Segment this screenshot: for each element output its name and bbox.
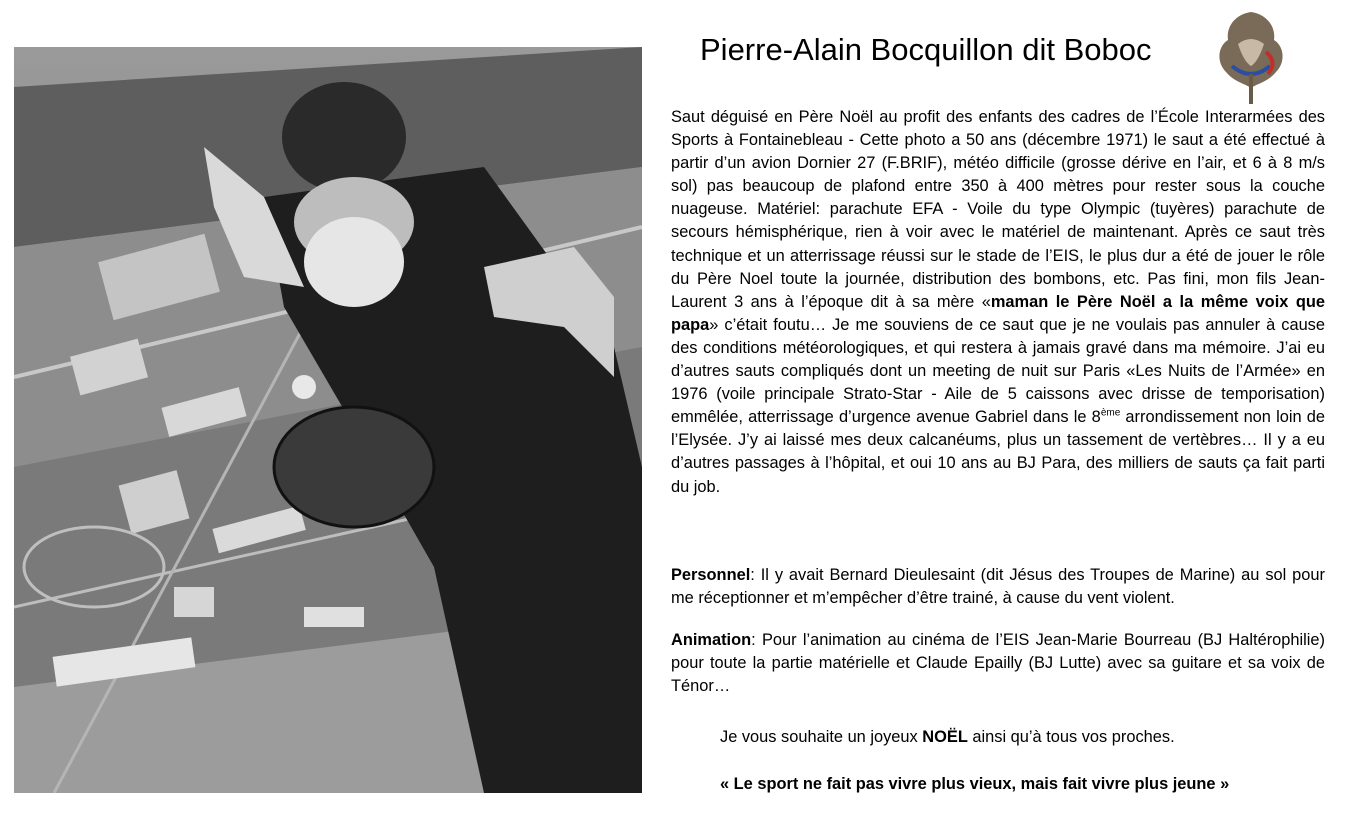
paragraph-part-3: arrondissement non loin de l’Elysée. J’y ai laissé mes deux calcanéums, plus un tassement de vertèbres… Il y a eu d’autres passages à l’hôpital, et oui 10 ans au BJ Para, des milliers de sauts ça fait parti du job. [671, 408, 1325, 496]
animation-text: : Pour l’animation au cinéma de l’EIS Jean-Marie Bourreau (BJ Haltérophilie) pour toute la partie matérielle et Claude Epailly (BJ Lutte) avec sa guitare et sa voix de Ténor… [671, 631, 1325, 696]
closing-after: ainsi qu’à tous vos proches. [967, 728, 1175, 746]
superscript: ème [1100, 407, 1121, 419]
animation-label: Animation [671, 631, 752, 649]
crest-icon [1208, 4, 1294, 108]
closing-line [720, 726, 1175, 748]
animation-paragraph [671, 629, 1325, 698]
personnel-label: Personnel [671, 566, 751, 584]
paragraph-part-2: » c’était foutu… Je me souviens de ce saut que je ne voulais pas annuler à cause des conditions météorologiques, et qui restera à jamais gravé dans ma mémoire. J’ai eu d’autres sauts compliqués dont un meeting de nuit sur Paris «Les Nuits de l’Armée» en 1976 (voile principale Strato-Star - Aile de 5 caissons avec drisse de temporisation) emmêlée, atterrissage d’urgence avenue Gabriel dans le 8 [671, 315, 1325, 427]
closing-highlight: NOËL [922, 728, 968, 746]
motto-line: « Le sport ne fait pas vivre plus vieux, mais fait vivre plus jeune » [720, 775, 1230, 793]
eis-crest-emblem [1208, 4, 1294, 108]
parachutist-santa-photo [14, 47, 642, 793]
main-paragraph [671, 106, 1325, 499]
quote-text: maman le Père Noël a la même voix que papa [671, 292, 1325, 334]
page-title: Pierre-Alain Bocquillon dit Boboc [700, 32, 1152, 67]
closing-before: Je vous souhaite un joyeux [720, 728, 923, 746]
personnel-text: : Il y avait Bernard Dieulesaint (dit Jésus des Troupes de Marine) au sol pour me réceptionner et m’empêcher d’être trainé, à cause du vent violent. [671, 566, 1325, 608]
photo-illustration [14, 47, 642, 793]
paragraph-part-1: Saut déguisé en Père Noël au profit des enfants des cadres de l’École Interarmées des Sports à Fontainebleau - Cette photo a 50 ans (décembre 1971) le saut a été effectué à partir d’un avion Dornier 27 (F.BRIF), météo difficile (grosse dérive en l’air, et 6 à 8 m/s sol) pas beaucoup de plafond entre 350 à 400 mètres pour rester sous la couche nuageuse. Matériel: parachute EFA - Voile du type Olympic (tuyères) parachute de secours hémisphérique, rien à voir avec le matériel de maintenant. Après ce saut très technique et un atterrissage réussi sur le stade de l’EIS, le plus dur a été de jouer le rôle du Père Noel toute la journée, distribution des bombons, etc. Pas fini, mon fils Jean-Laurent 3 ans à l’époque dit à sa mère « [671, 108, 1325, 311]
personnel-paragraph [671, 564, 1325, 610]
